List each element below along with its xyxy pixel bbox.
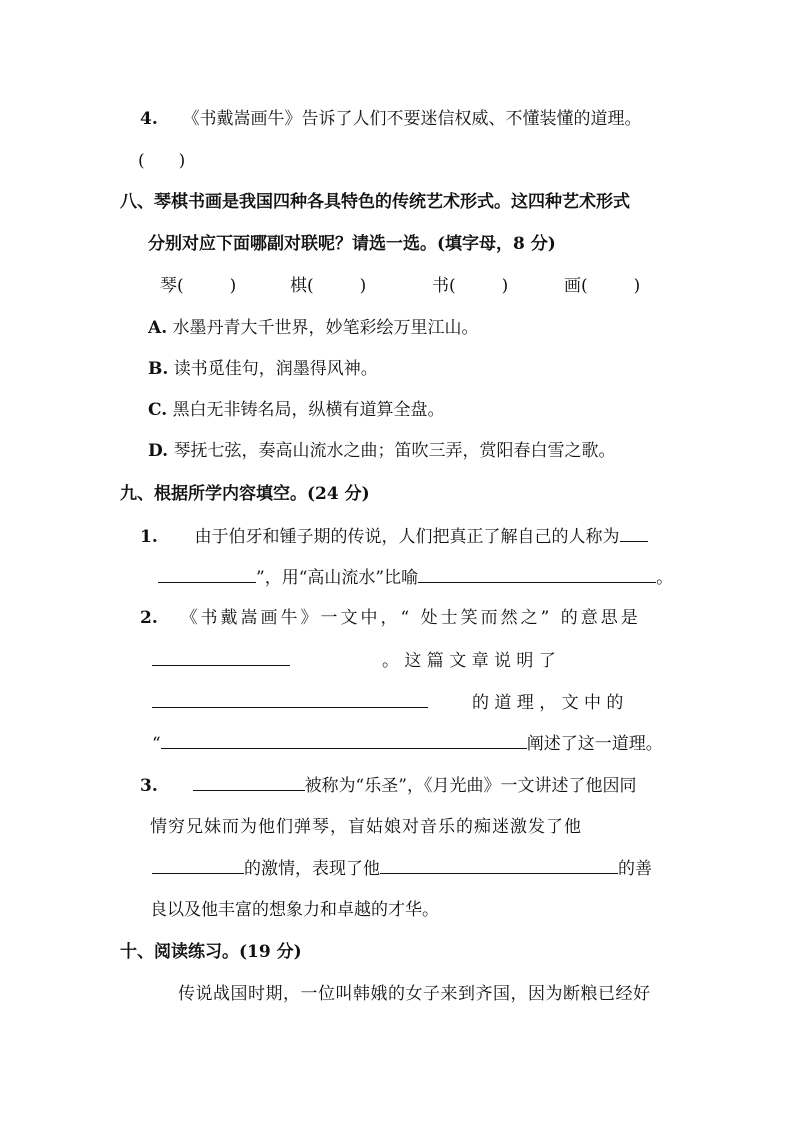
q9-item1-end: 。 <box>656 568 674 588</box>
q9-item3-blank3[interactable] <box>380 856 618 874</box>
q8-option-a-text: 水墨丹青大千世界，妙笔彩绘万里江山。 <box>172 318 479 338</box>
q10-passage-line1: 传说战国时期，一位叫韩娥的女子来到齐国，因为断粮已经好 <box>178 984 651 1004</box>
q9-item2-blank1[interactable] <box>152 648 290 666</box>
q7-item4-text: 《书戴嵩画牛》告诉了人们不要迷信权威、不懂装懂的道理。 <box>182 109 642 129</box>
q8-option-c <box>148 398 445 422</box>
q9-item2-open-quote: “ <box>152 734 161 754</box>
q9-item1-line2 <box>158 565 673 590</box>
q9-item3-line3-mid: 的激情，表现了他 <box>244 859 380 879</box>
q9-title: 九、根据所学内容填空。(24 分) <box>120 484 370 504</box>
q8-option-c-text: 黑白无非铸名局，纵横有道算全盘。 <box>172 400 445 420</box>
q9-item1-line1 <box>140 524 648 549</box>
q8-blank-qi-label: 棋( <box>290 276 314 296</box>
q9-item1-number: 1. <box>140 527 158 547</box>
q9-item3-line1-text: 被称为“乐圣”，《月光曲》一文讲述了他因同 <box>304 776 637 796</box>
q9-item2-blank2[interactable] <box>152 690 428 708</box>
q9-item3-line3 <box>152 856 652 881</box>
q9-item1-blank2[interactable] <box>418 565 656 583</box>
q8-blank-qin-label: 琴( <box>160 276 184 296</box>
q9-item2-number: 2. <box>140 608 158 628</box>
q9-item2-line2 <box>152 648 556 673</box>
q9-item3-blank1[interactable] <box>193 773 305 791</box>
q8-title-line2: 分别对应下面哪副对联呢？请选一选。(填字母，8 分) <box>148 234 556 254</box>
q9-item2-line4 <box>152 731 663 756</box>
q7-item4-answer-paren[interactable]: ( ) <box>138 151 186 171</box>
q9-item1-mid-text: ”，用“高山流水”比喻 <box>256 568 419 588</box>
q7-item4 <box>140 107 642 131</box>
q9-item2-text: 《书戴嵩画牛》一文中，“ 处士笑而然之” 的意思是 <box>180 608 641 628</box>
q9-item3-line3-end: 的善 <box>618 859 652 879</box>
q8-option-d <box>148 439 615 463</box>
q8-blank-shu-close: ) <box>501 276 509 296</box>
q8-option-d-letter: D. <box>148 441 169 461</box>
q8-blank-hua-close: ) <box>633 276 641 296</box>
q9-item3-line4: 良以及他丰富的想象力和卓越的才华。 <box>150 900 439 920</box>
q10-title: 十、阅读练习。(19 分) <box>120 942 302 962</box>
q9-item1-text: 由于伯牙和锺子期的传说，人们把真正了解自己的人称为 <box>194 527 620 547</box>
q9-item1-blank1b[interactable] <box>158 565 256 583</box>
q8-option-b-letter: B. <box>148 359 169 379</box>
q9-item3-blank2[interactable] <box>152 856 244 874</box>
q8-blank-hua[interactable] <box>564 274 640 298</box>
q8-blank-shu[interactable] <box>432 274 508 298</box>
q8-blank-qin[interactable] <box>160 274 236 298</box>
q9-item2-line4-text: 阐述了这一道理。 <box>526 734 663 754</box>
q9-item1-blank1a[interactable] <box>620 524 648 542</box>
q8-blank-hua-label: 画( <box>564 276 588 296</box>
q9-item2-blank3[interactable] <box>161 731 527 749</box>
q8-option-a-letter: A. <box>148 318 168 338</box>
q8-blank-qi-close: ) <box>359 276 367 296</box>
q9-item3-line1 <box>140 773 636 798</box>
q8-option-b <box>148 357 378 381</box>
q9-item2-line3-text: 的 道 理 ， 文 中 的 <box>472 693 624 713</box>
q9-item3-line2: 情穷兄妹而为他们弹琴，盲姑娘对音乐的痴迷激发了他 <box>150 817 582 837</box>
q8-option-a <box>148 316 479 340</box>
q9-item2-line2-text: 。 这 篇 文 章 说 明 了 <box>382 651 556 671</box>
q8-option-d-text: 琴抚七弦，奏高山流水之曲；笛吹三弄，赏阳春白雪之歌。 <box>173 441 616 461</box>
q8-title-line1: 八、琴棋书画是我国四种各具特色的传统艺术形式。这四种艺术形式 <box>120 192 630 212</box>
q7-item4-number: 4. <box>140 109 158 129</box>
q8-option-c-letter: C. <box>148 400 168 420</box>
q8-blank-shu-label: 书( <box>432 276 456 296</box>
q9-item2-line3 <box>152 690 623 715</box>
q8-option-b-text: 读书觅佳句，润墨得风神。 <box>173 359 378 379</box>
q9-item2-line1 <box>140 606 641 630</box>
q9-item3-number: 3. <box>140 776 158 796</box>
q8-blank-qi[interactable] <box>290 274 366 298</box>
q8-blank-qin-close: ) <box>229 276 237 296</box>
